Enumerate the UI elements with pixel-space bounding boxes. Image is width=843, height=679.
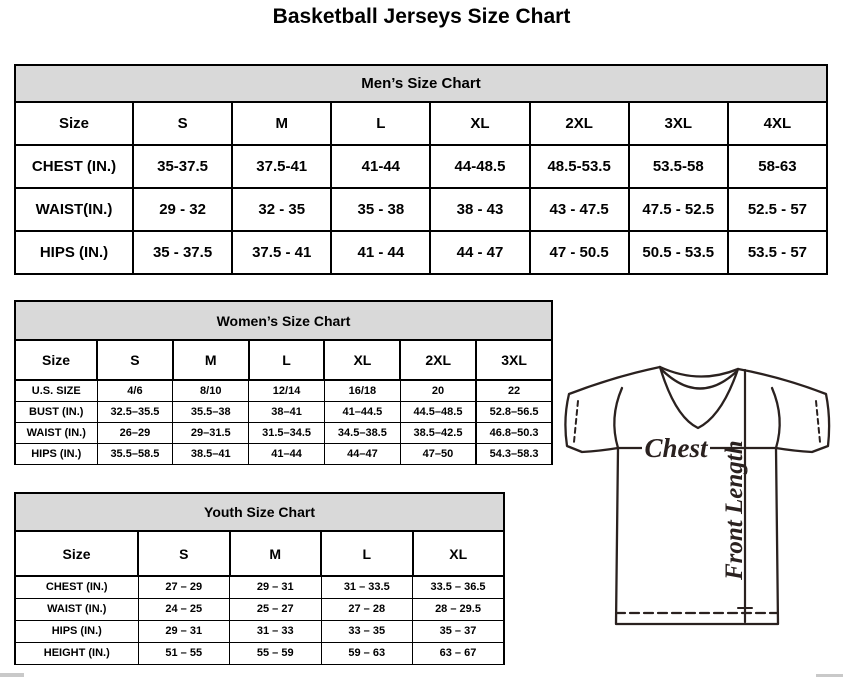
scrollbar-thumb-right[interactable] <box>816 674 843 677</box>
jersey-measurement-diagram <box>558 356 836 634</box>
size-value-cell: 32.5–35.5 <box>97 401 173 422</box>
column-header: 2XL <box>530 102 629 145</box>
column-header: Size <box>15 531 138 576</box>
size-value-cell: 34.5–38.5 <box>324 422 400 443</box>
table-title-row <box>15 65 827 102</box>
size-value-cell: 33.5 – 36.5 <box>413 576 505 598</box>
row-label: CHEST (IN.) <box>15 576 138 598</box>
size-value-cell: 52.5 - 57 <box>728 188 827 231</box>
size-value-cell: 44 - 47 <box>430 231 529 274</box>
size-value-cell: 48.5-53.5 <box>530 145 629 188</box>
table-row <box>15 231 827 274</box>
size-value-cell: 44-48.5 <box>430 145 529 188</box>
size-value-cell: 28 – 29.5 <box>413 598 505 620</box>
column-header: S <box>133 102 232 145</box>
size-value-cell: 32 - 35 <box>232 188 331 231</box>
size-value-cell: 35 - 38 <box>331 188 430 231</box>
size-value-cell: 35 - 37.5 <box>133 231 232 274</box>
column-header: L <box>331 102 430 145</box>
table-title: Women’s Size Chart <box>15 301 552 340</box>
column-header: XL <box>324 340 400 380</box>
size-value-cell: 8/10 <box>173 380 249 401</box>
size-value-cell: 26–29 <box>97 422 173 443</box>
size-value-cell: 51 – 55 <box>138 642 230 664</box>
size-value-cell: 38 - 43 <box>430 188 529 231</box>
table-header-row <box>15 340 552 380</box>
chest-label: Chest <box>644 433 708 463</box>
table-row <box>15 443 552 464</box>
mens-size-chart-table <box>14 64 828 275</box>
column-header: M <box>232 102 331 145</box>
row-label: HIPS (IN.) <box>15 443 97 464</box>
size-value-cell: 33 – 35 <box>321 620 413 642</box>
size-value-cell: 35.5–58.5 <box>97 443 173 464</box>
size-value-cell: 20 <box>400 380 476 401</box>
size-value-cell: 22 <box>476 380 552 401</box>
column-header: S <box>138 531 230 576</box>
table-header-row <box>15 102 827 145</box>
size-value-cell: 47.5 - 52.5 <box>629 188 728 231</box>
table-row <box>15 188 827 231</box>
column-header: 2XL <box>400 340 476 380</box>
size-value-cell: 47 - 50.5 <box>530 231 629 274</box>
size-value-cell: 24 – 25 <box>138 598 230 620</box>
size-value-cell: 63 – 67 <box>413 642 505 664</box>
row-label: HIPS (IN.) <box>15 231 133 274</box>
table-row <box>15 576 504 598</box>
column-header: L <box>249 340 325 380</box>
size-value-cell: 29 – 31 <box>138 620 230 642</box>
column-header: S <box>97 340 173 380</box>
size-value-cell: 41-44 <box>331 145 430 188</box>
size-value-cell: 59 – 63 <box>321 642 413 664</box>
size-value-cell: 55 – 59 <box>230 642 322 664</box>
row-label: HIPS (IN.) <box>15 620 138 642</box>
size-value-cell: 37.5-41 <box>232 145 331 188</box>
size-value-cell: 47–50 <box>400 443 476 464</box>
row-label: WAIST(IN.) <box>15 188 133 231</box>
size-value-cell: 12/14 <box>249 380 325 401</box>
row-label: HEIGHT (IN.) <box>15 642 138 664</box>
jersey-outline <box>565 367 829 624</box>
size-value-cell: 37.5 - 41 <box>232 231 331 274</box>
table-title-row <box>15 301 552 340</box>
front-length-label: Front Length <box>721 440 748 580</box>
column-header: L <box>321 531 413 576</box>
table-header-row <box>15 531 504 576</box>
size-value-cell: 25 – 27 <box>230 598 322 620</box>
table-row <box>15 401 552 422</box>
size-value-cell: 50.5 - 53.5 <box>629 231 728 274</box>
page-title: Basketball Jerseys Size Chart <box>272 5 571 28</box>
size-value-cell: 38–41 <box>249 401 325 422</box>
table-row <box>15 422 552 443</box>
table-title-row <box>15 493 504 531</box>
size-value-cell: 53.5-58 <box>629 145 728 188</box>
column-header: Size <box>15 102 133 145</box>
size-value-cell: 41–44 <box>249 443 325 464</box>
table-row <box>15 620 504 642</box>
womens-size-chart-table <box>14 300 553 465</box>
column-header: M <box>173 340 249 380</box>
size-value-cell: 4/6 <box>97 380 173 401</box>
size-value-cell: 35 – 37 <box>413 620 505 642</box>
size-value-cell: 53.5 - 57 <box>728 231 827 274</box>
youth-size-chart-table <box>14 492 505 665</box>
table-row <box>15 145 827 188</box>
size-value-cell: 41 - 44 <box>331 231 430 274</box>
size-value-cell: 35.5–38 <box>173 401 249 422</box>
column-header: Size <box>15 340 97 380</box>
size-value-cell: 46.8–50.3 <box>476 422 552 443</box>
size-value-cell: 29 - 32 <box>133 188 232 231</box>
size-value-cell: 52.8–56.5 <box>476 401 552 422</box>
column-header: 4XL <box>728 102 827 145</box>
size-value-cell: 16/18 <box>324 380 400 401</box>
size-value-cell: 43 - 47.5 <box>530 188 629 231</box>
row-label: BUST (IN.) <box>15 401 97 422</box>
size-value-cell: 31 – 33.5 <box>321 576 413 598</box>
row-label: WAIST (IN.) <box>15 598 138 620</box>
column-header: 3XL <box>476 340 552 380</box>
size-value-cell: 29–31.5 <box>173 422 249 443</box>
column-header: XL <box>413 531 505 576</box>
table-row <box>15 380 552 401</box>
table-title: Men’s Size Chart <box>15 65 827 102</box>
table-row <box>15 642 504 664</box>
size-value-cell: 38.5–42.5 <box>400 422 476 443</box>
row-label: U.S. SIZE <box>15 380 97 401</box>
size-value-cell: 58-63 <box>728 145 827 188</box>
size-value-cell: 27 – 29 <box>138 576 230 598</box>
size-value-cell: 31 – 33 <box>230 620 322 642</box>
row-label: CHEST (IN.) <box>15 145 133 188</box>
table-title: Youth Size Chart <box>15 493 504 531</box>
size-value-cell: 27 – 28 <box>321 598 413 620</box>
size-value-cell: 44.5–48.5 <box>400 401 476 422</box>
size-value-cell: 38.5–41 <box>173 443 249 464</box>
column-header: M <box>230 531 322 576</box>
size-value-cell: 41–44.5 <box>324 401 400 422</box>
scrollbar-thumb-left[interactable] <box>0 673 24 677</box>
size-value-cell: 29 – 31 <box>230 576 322 598</box>
column-header: XL <box>430 102 529 145</box>
size-value-cell: 54.3–58.3 <box>476 443 552 464</box>
table-row <box>15 598 504 620</box>
size-value-cell: 44–47 <box>324 443 400 464</box>
column-header: 3XL <box>629 102 728 145</box>
size-value-cell: 31.5–34.5 <box>249 422 325 443</box>
row-label: WAIST (IN.) <box>15 422 97 443</box>
size-value-cell: 35-37.5 <box>133 145 232 188</box>
